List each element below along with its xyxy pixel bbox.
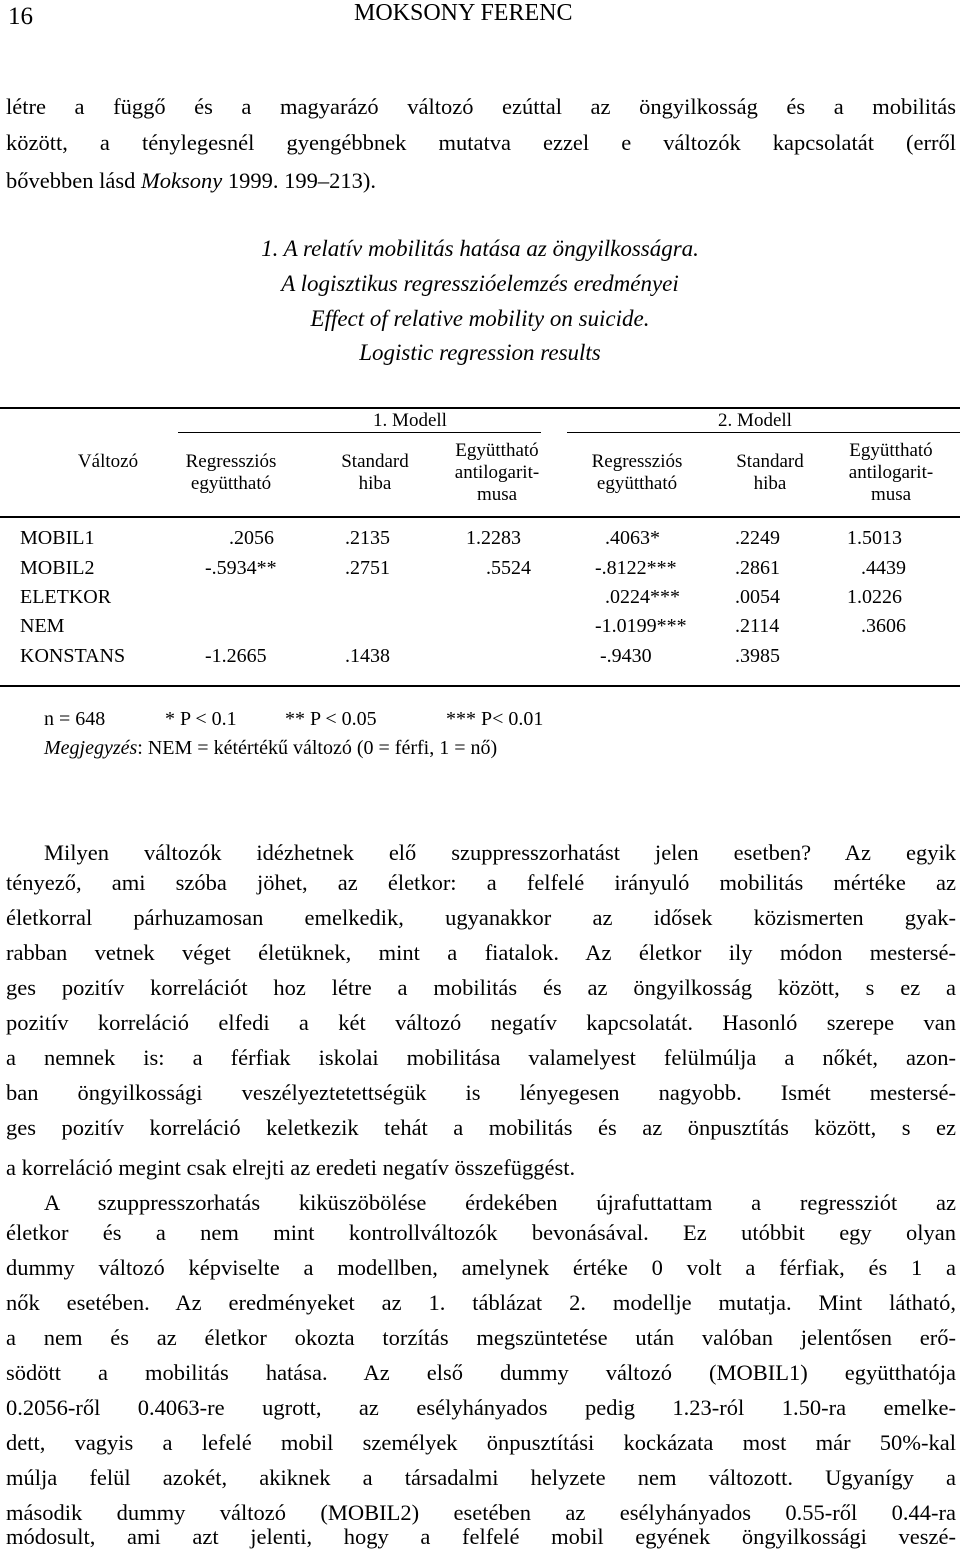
p-level-2: ** P < 0.05 [285, 708, 377, 730]
body-line-5: ges pozitív korrelációt hoz létre a mobilitás és az öngyilkosság között, s ez a [6, 975, 956, 1000]
m2-coef: -1.0199*** [595, 615, 687, 637]
m2-se: .3985 [735, 645, 780, 667]
body-line-14: nők esetében. Az eredményeket az 1. táblázat 2. modellje mutatja. Mint látható, [6, 1290, 956, 1315]
row-name: NEM [20, 615, 65, 637]
body-line-10: a korreláció megint csak elrejti az eredeti negatív összefüggést. [6, 1155, 576, 1180]
body-line-9: ges pozitív korreláció keletkezik tehát a mobilitás és az önpusztítás között, s ez [6, 1115, 956, 1140]
m2-coef: .0224*** [605, 586, 680, 608]
body-line-6: pozitív korreláció elfedi a két változó negatív kapcsolatát. Hasonló szerepe van [6, 1010, 956, 1035]
body-line-17: 0.2056-ről 0.4063-re ugrott, az esélyhányados pedig 1.23-ról 1.50-ra emelke- [6, 1395, 956, 1420]
p-level-1: * P < 0.1 [165, 708, 237, 730]
intro-line-3-post: 1999. 199–213). [222, 168, 376, 193]
body-line-16: södött a mobilitás hatása. Az első dummy változó (MOBIL1) együtthatója [6, 1360, 956, 1385]
row-name: KONSTANS [20, 645, 126, 667]
m1-se: .2135 [345, 527, 390, 549]
model2-header: 2. Modell [718, 410, 792, 431]
m2-coef-header [582, 451, 692, 495]
caption-line-2: A logisztikus regresszióelemzés eredményei [281, 271, 679, 296]
m2-coef: -.8122*** [595, 557, 677, 579]
m1-exp-header-l1: Együttható [455, 440, 539, 461]
note-label: Megjegyzés [44, 737, 138, 759]
model2-rule [567, 432, 960, 433]
m2-se-header-l1: Standard [736, 451, 804, 472]
m1-coef-header-l1: Regressziós [185, 451, 277, 472]
body-line-13: dummy változó képviselte a modellben, amelynek értéke 0 volt a férfiak, és 1 a [6, 1255, 956, 1280]
m2-exp-header-l1: Együttható [849, 440, 933, 461]
intro-line-3 [6, 166, 376, 196]
table-top-rule [0, 407, 960, 409]
body-line-11: A szuppresszorhatás kiküszöbölése érdekében újrafuttattam a regressziót az [44, 1190, 956, 1215]
body-line-19: múlja felül azokét, akiknek a társadalmi helyzete nem változott. Ugyanígy a [6, 1465, 956, 1490]
body-line-21: módosult, ami azt jelenti, hogy a felfelé mobil egyének öngyilkossági veszé- [6, 1524, 956, 1549]
m2-se-header-l2: hiba [753, 473, 787, 494]
m1-coef: -.5934** [205, 557, 277, 579]
caption-line-4: Logistic regression results [359, 340, 601, 365]
m2-exp-header-l3: musa [870, 484, 912, 505]
m2-se: .2249 [735, 527, 780, 549]
page-number: 16 [8, 3, 33, 30]
body-line-8: ban öngyilkossági veszélyeztetettségük is lényegesen nagyobb. Ismét mestersé- [6, 1080, 956, 1105]
m2-se-header [720, 451, 820, 495]
m2-se: .2861 [735, 557, 780, 579]
caption-line-3: Effect of relative mobility on suicide. [310, 306, 650, 331]
row-name: MOBIL1 [20, 527, 95, 549]
body-line-3: életkorral párhuzamosan emelkedik, ugyanakkor az idősek közismerten gyak- [6, 905, 956, 930]
table-bottom-rule [0, 685, 960, 687]
m2-exp: 1.0226 [847, 586, 902, 608]
intro-line-2: között, a ténylegesnél gyengébbnek mutatva ezzel e változók kapcsolatát (erről [6, 130, 956, 155]
m2-exp-header [831, 440, 951, 506]
m2-se: .2114 [735, 615, 780, 637]
m2-coef-header-l1: Regressziós [591, 451, 683, 472]
m2-exp: 1.5013 [847, 527, 902, 549]
m1-exp-header-l2: antilogarit- [454, 462, 540, 483]
table-note [44, 737, 497, 760]
m2-se: .0054 [735, 586, 780, 608]
model1-header: 1. Modell [373, 410, 447, 431]
m1-se: .1438 [345, 645, 390, 667]
running-title: MOKSONY FERENC [354, 0, 573, 26]
m1-exp-header-l3: musa [476, 484, 518, 505]
m1-coef: -1.2665 [205, 645, 267, 667]
caption-line-1: 1. A relatív mobilitás hatása az öngyilkosságra. [261, 236, 699, 261]
intro-author: Moksony [140, 168, 223, 193]
m2-exp: .3606 [861, 615, 906, 637]
table-header-rule [0, 516, 960, 518]
m1-exp: 1.2283 [466, 527, 521, 549]
m1-coef: .2056 [229, 527, 274, 549]
intro-line-1: létre a függő és a magyarázó változó ezúttal az öngyilkosság és a mobilitás [6, 94, 956, 119]
m2-exp-header-l2: antilogarit- [848, 462, 934, 483]
body-line-12: életkor és a nem mint kontrollváltozók bevonásával. Ez utóbbit egy olyan [6, 1220, 956, 1245]
m1-se-header-l1: Standard [341, 451, 409, 472]
p-level-3: *** P< 0.01 [446, 708, 544, 730]
m1-se-header-l2: hiba [358, 473, 392, 494]
body-line-20: második dummy változó (MOBIL2) esetében az esélyhányados 0.55-ről 0.44-ra [6, 1500, 956, 1525]
m2-coef: -.9430 [600, 645, 652, 667]
sample-size: n = 648 [44, 708, 106, 730]
note-text: : NEM = kétértékű változó (0 = férfi, 1 = nő) [137, 737, 498, 759]
body-line-4: rabban vetnek véget életüknek, mint a fiatalok. Az életkor ily módon mestersé- [6, 940, 956, 965]
body-line-18: dett, vagyis a lefelé mobil személyek önpusztítási kockázata most már 50%-kal [6, 1430, 956, 1455]
row-name: MOBIL2 [20, 557, 95, 579]
col-variable-header: Változó [77, 451, 139, 472]
m1-coef-header [176, 451, 286, 495]
model1-rule [178, 432, 541, 433]
m1-exp: .5524 [486, 557, 531, 579]
intro-line-3-pre: bővebben lásd [6, 168, 141, 193]
body-line-15: a nem és az életkor okozta torzítás megszüntetése után valóban jelentősen erő- [6, 1325, 956, 1350]
m2-coef-header-l2: együttható [596, 473, 678, 494]
body-line-7: a nemnek is: a férfiak iskolai mobilitása valamelyest felülmúlja a nőkét, azon- [6, 1045, 956, 1070]
row-name: ELETKOR [20, 586, 112, 608]
m1-coef-header-l2: együttható [190, 473, 272, 494]
m2-coef: .4063* [605, 527, 660, 549]
body-line-2: tényező, ami szóba jöhet, az életkor: a felfelé irányuló mobilitás mértéke az [6, 870, 956, 895]
m1-se-header [325, 451, 425, 495]
m2-exp: .4439 [861, 557, 906, 579]
m1-exp-header [437, 440, 557, 506]
body-line-1: Milyen változók idézhetnek elő szuppresszorhatást jelen esetben? Az egyik [44, 840, 956, 865]
m1-se: .2751 [345, 557, 390, 579]
